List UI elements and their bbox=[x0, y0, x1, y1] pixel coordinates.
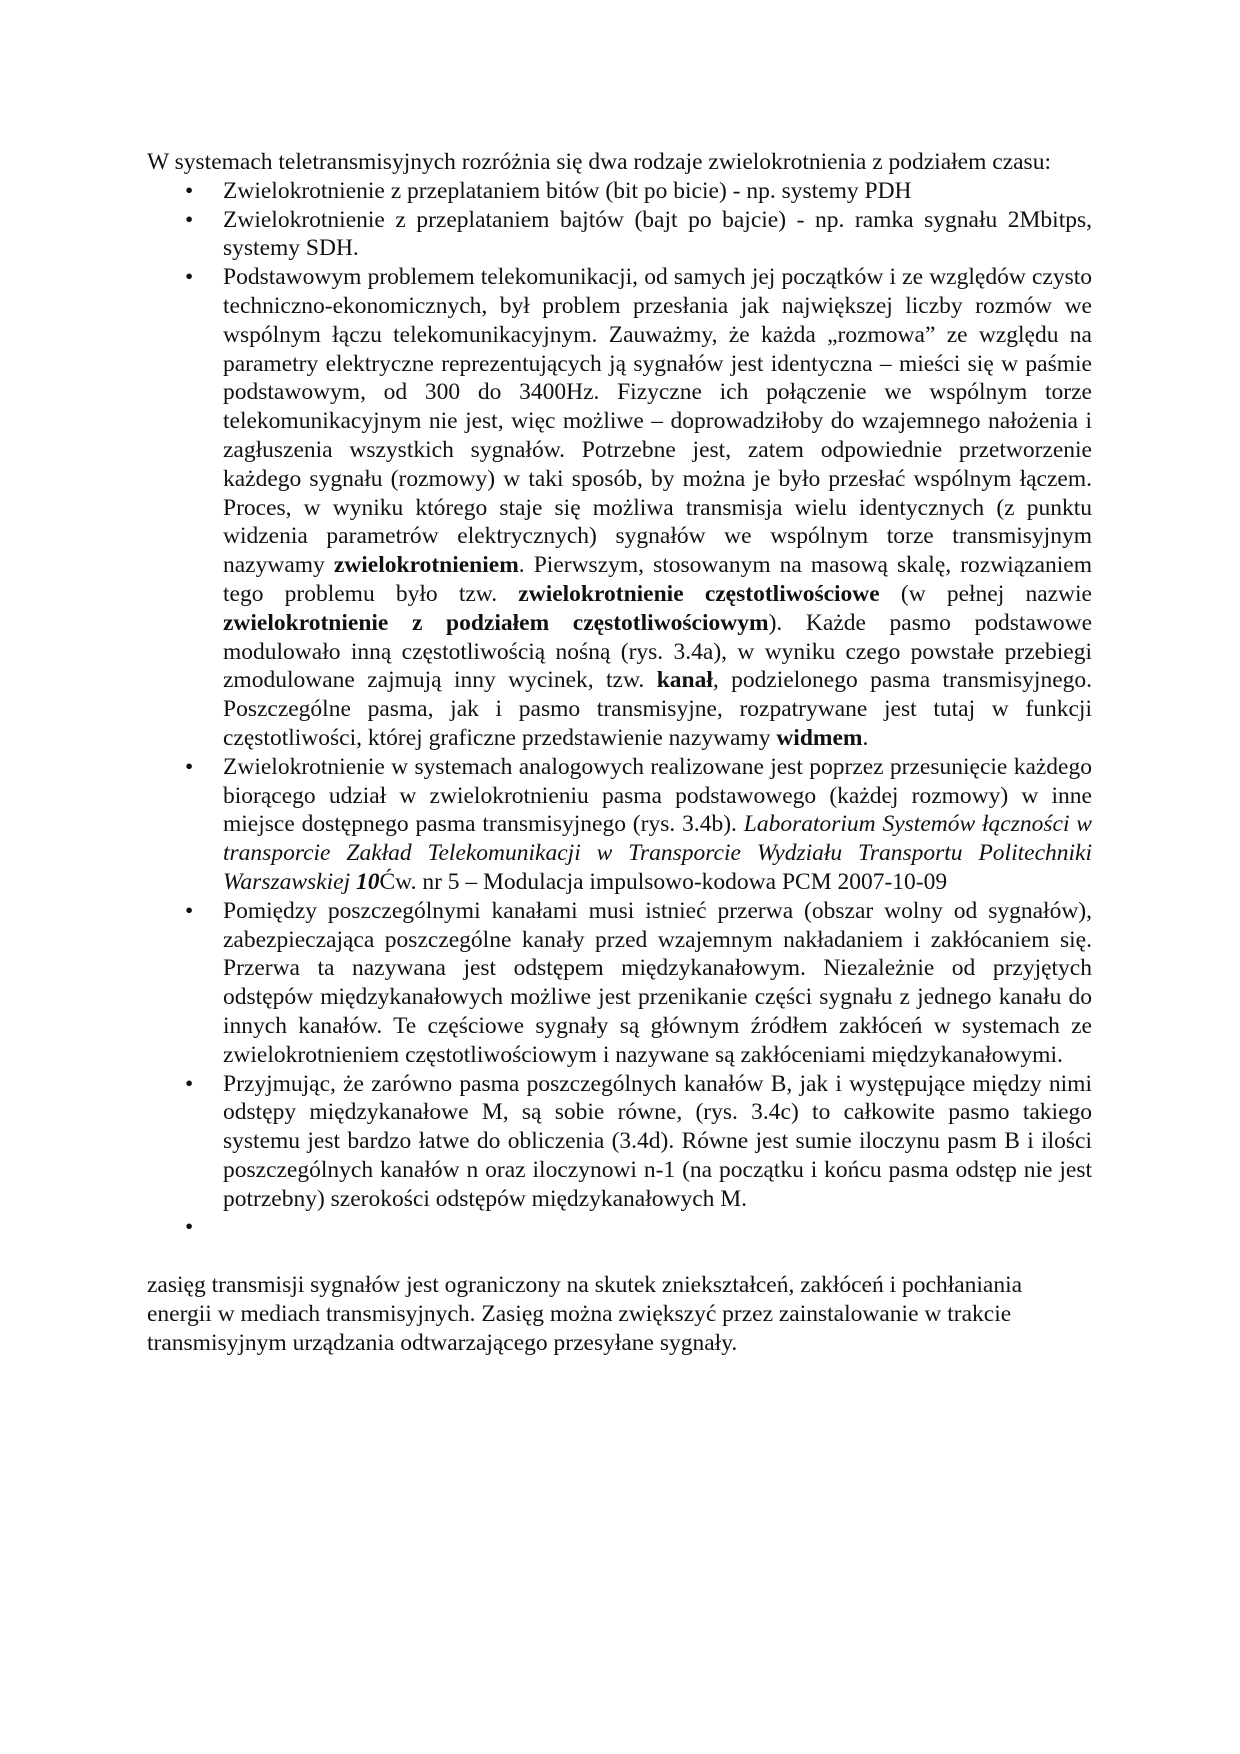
text-run: ). Każde pasmo podstawowe modulowało inną częstotliwością nośną (rys. 3.4a), w wyniku czego powstałe przebiegi zmodulowane zajmują inny wycinek, tzw. bbox=[223, 609, 1093, 694]
text-run: Podstawowym problemem telekomunikacji, od samych jej początków i ze względów czysto techniczno-ekonomicznych, był problem przesłania jak największej liczby rozmów we wspólnym łączu telekomunikacyjnym. Zauważmy, że każda „rozmowa” ze względu na parametry elektryczne reprezentujących ją sygnałów jest identyczna – mieści się w paśmie podstawowym, od 300 do 3400Hz. Fizyczne ich połączenie we wspólnym torze telekomunikacyjnym nie jest, więc możliwe – doprowadziłoby do wzajemnego nałożenia i zagłuszenia wszystkich sygnałów. Potrzebne jest, zatem odpowiednie przetworzenie każdego sygnału (rozmowy) w taki sposób, by można je było przesłać wspólnym łączem. Proces, w wyniku którego staje się możliwa transmisja wielu identycznych (z punktu widzenia parametrów elektrycznych) sygnałów we wspólnym torze transmisyjnym nazywamy bbox=[223, 264, 1092, 579]
italic-footer-text: Laboratorium Systemów łączności w transporcie Zakład Telekomunikacji w Transporcie Wydziału Transportu Politechniki Warszawskiej bbox=[223, 811, 1092, 895]
list-item-text: Zwielokrotnienie z przeplataniem bitów (bit po bicie) - np. systemy PDH bbox=[223, 177, 912, 204]
list-item-empty bbox=[147, 1213, 1092, 1242]
bullet-icon: • bbox=[185, 897, 194, 924]
intro-paragraph: W systemach teletransmisyjnych rozróżnia się dwa rodzaje zwielokrotnienia z podziałem czasu: bbox=[147, 149, 1051, 175]
text-run: . Pierwszym, stosowanym na masową skalę, rozwiązaniem tego problemu było tzw. bbox=[223, 552, 1092, 607]
list-item bbox=[147, 753, 1092, 897]
bold-term: zwielokrotnienie z podziałem częstotliwościowym bbox=[223, 609, 769, 636]
text-run: Ćw. nr 5 – Modulacja impulsowo-kodowa PCM 2007-10-09 bbox=[379, 868, 948, 895]
closing-paragraph: zasięg transmisji sygnałów jest ograniczony na skutek zniekształceń, zakłóceń i pochłaniania energii w mediach transmisyjnych. Zasięg można zwiększyć przez zainstalowanie w trakcie transmisyjnym urządzania odtwarzającego przesyłane sygnały. bbox=[147, 1272, 1023, 1356]
list-item bbox=[147, 897, 1092, 1070]
bold-term: zwielokrotnienie częstotliwościowe bbox=[518, 580, 880, 607]
bullet-icon: • bbox=[185, 264, 194, 291]
bullet-icon: • bbox=[185, 206, 194, 233]
bold-term: widmem bbox=[776, 724, 863, 751]
list-item-text: Przyjmując, że zarówno pasma poszczególnych kanałów B, jak i występujące między nimi odstępy międzykanałowe M, są sobie równe, (rys. 3.4c) to całkowite pasmo takiego systemu jest bardzo łatwe do obliczenia (3.4d). Równe jest sumie iloczynu pasm B i ilości poszczególnych kanałów n oraz iloczynowi n-1 (na początku i końcu pasma odstęp nie jest potrzebny) szerokości odstępów międzykanałowych M. bbox=[223, 1070, 1092, 1212]
list-item bbox=[147, 263, 1092, 753]
bullet-list bbox=[147, 177, 1092, 1242]
list-item-text: Pomiędzy poszczególnymi kanałami musi istnieć przerwa (obszar wolny od sygnałów), zabezpieczająca poszczególne kanały przed wzajemnym nakładaniem i zakłócaniem się. Przerwa ta nazywana jest odstępem międzykanałowym. Niezależnie od przyjętych odstępów międzykanałowych możliwe jest przenikanie części sygnału z jednego kanału do innych kanałów. Te częściowe sygnały są głównym źródłem zakłóceń w systemach ze zwielokrotnieniem częstotliwościowym i nazywane są zakłóceniami międzykanałowymi. bbox=[223, 897, 1092, 1068]
bullet-icon: • bbox=[185, 753, 194, 780]
bullet-icon: • bbox=[185, 1214, 194, 1241]
bullet-icon: • bbox=[185, 177, 194, 204]
text-run: Zwielokrotnienie w systemach analogowych realizowane jest poprzez przesunięcie każdego biorącego udział w zwielokrotnieniu pasma podstawowego (każdej rozmowy) w inne miejsce dostępnego pasma transmisyjnego (rys. 3.4b). bbox=[223, 753, 1092, 838]
bold-term: zwielokrotnieniem bbox=[333, 552, 519, 579]
text-run: . bbox=[862, 724, 869, 751]
bold-italic-page-number: 10 bbox=[355, 868, 380, 895]
list-item-text: Zwielokrotnienie z przeplataniem bajtów (bajt po bajcie) - np. ramka sygnału 2Mbitps, systemy SDH. bbox=[223, 206, 1092, 262]
document-page bbox=[147, 148, 1092, 1357]
list-item bbox=[147, 206, 1092, 264]
text-run: (w pełnej nazwie bbox=[879, 580, 1092, 607]
bold-term: kanał bbox=[656, 667, 713, 694]
list-item bbox=[147, 177, 1092, 206]
text-run: , podzielonego pasma transmisyjnego. Poszczególne pasma, jak i pasmo transmisyjne, rozpatrywane jest tutaj w funkcji częstotliwości, której graficzne przedstawienie nazywamy bbox=[223, 667, 1092, 751]
list-item bbox=[147, 1070, 1092, 1214]
bullet-icon: • bbox=[185, 1070, 194, 1097]
